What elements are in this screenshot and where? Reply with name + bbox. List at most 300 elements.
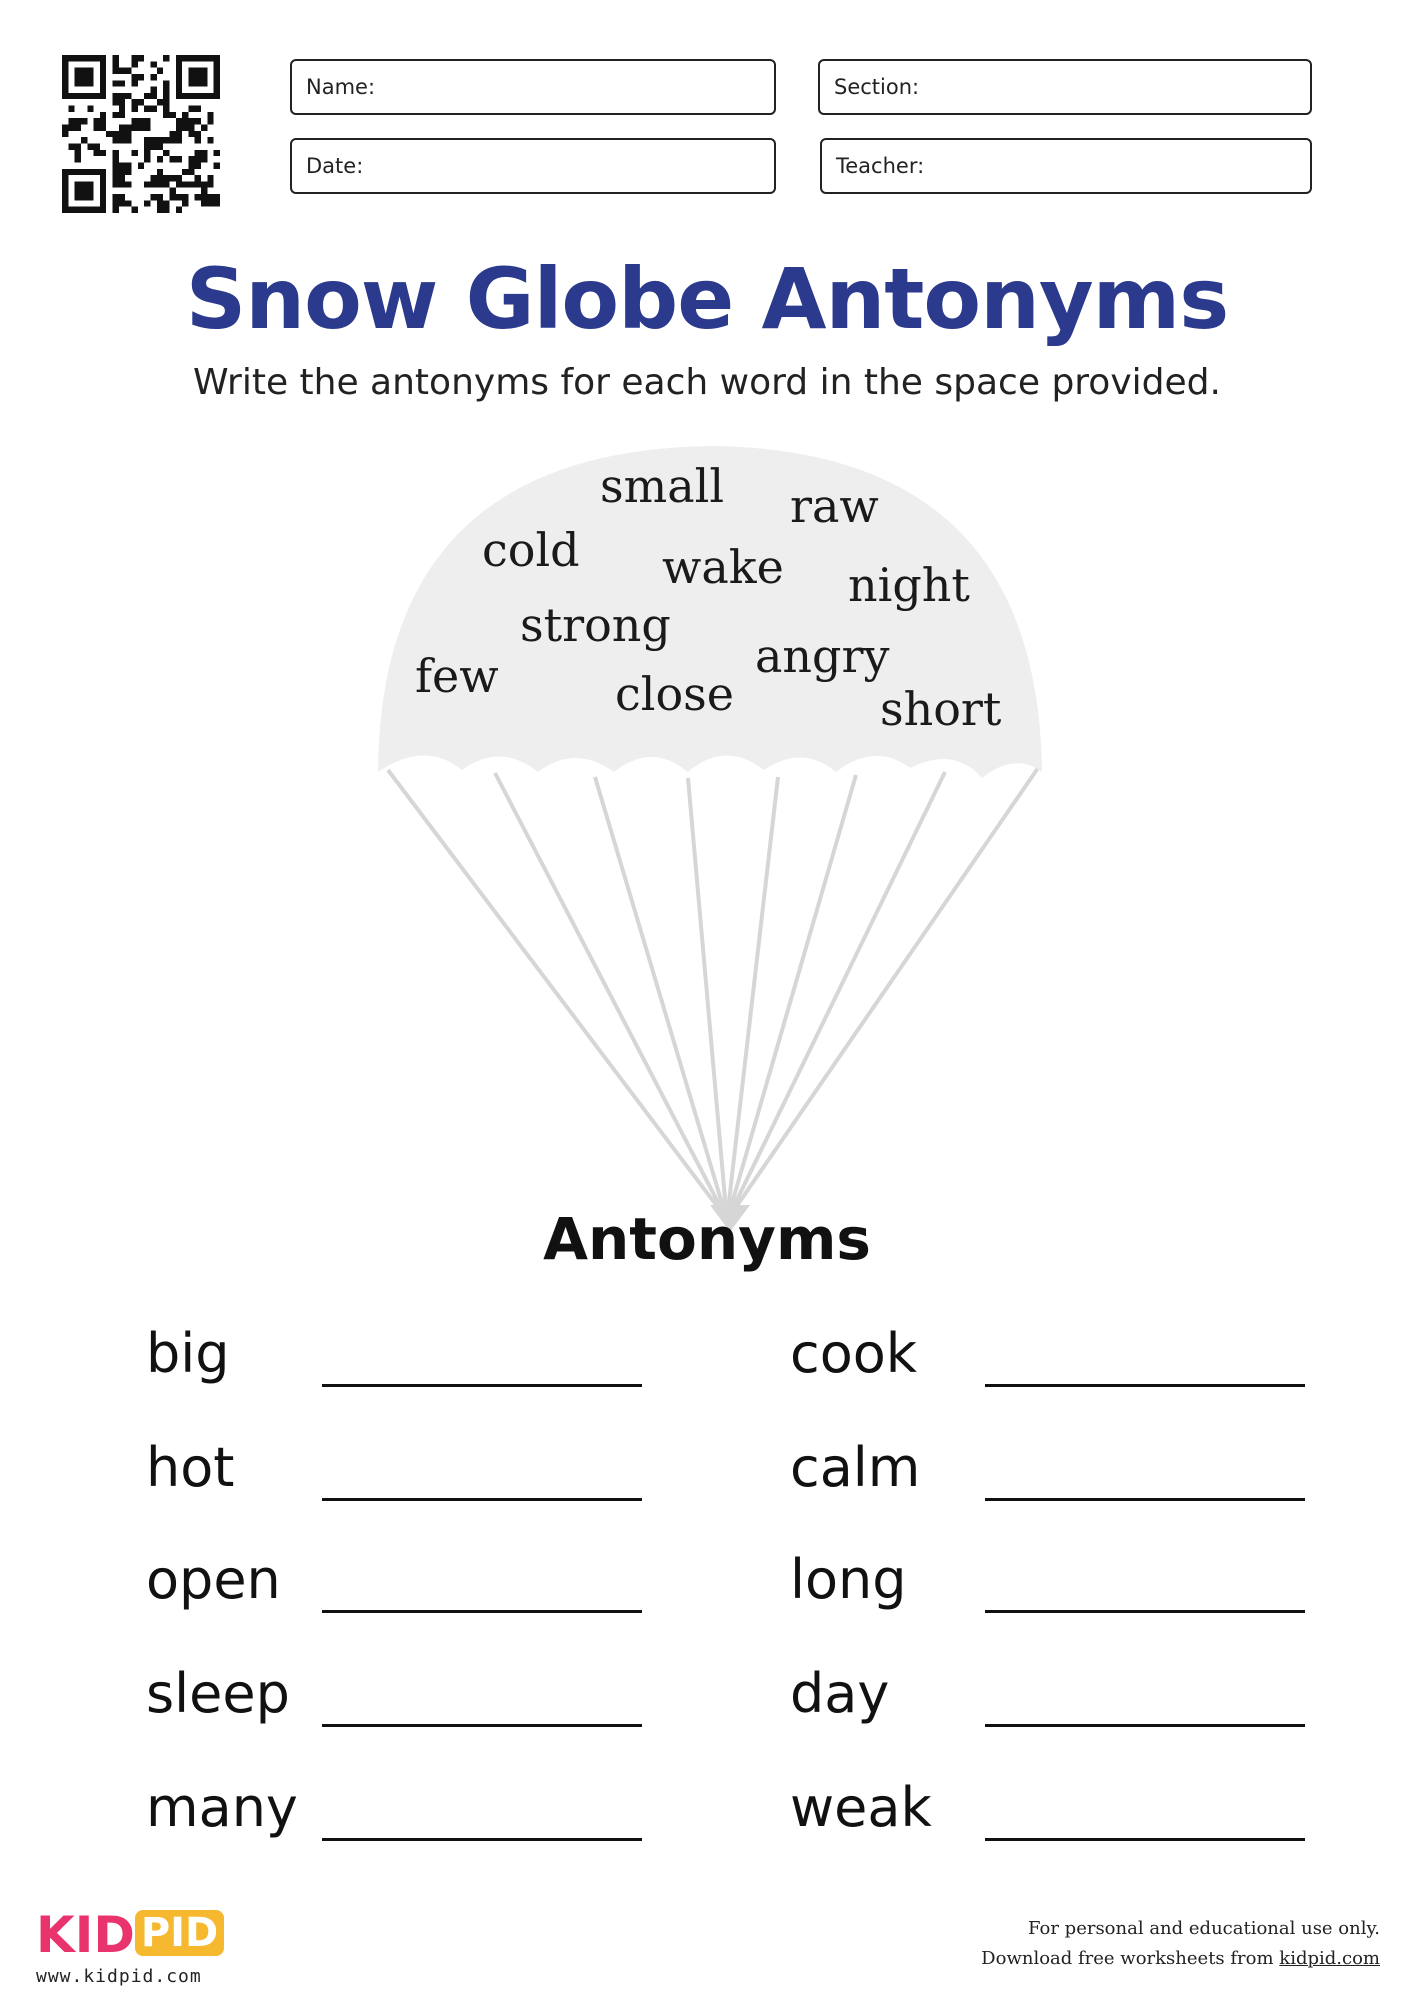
qr-module: [119, 68, 125, 74]
qr-module: [214, 87, 220, 93]
qr-module: [119, 93, 125, 99]
qr-module: [81, 74, 87, 80]
qr-module: [138, 118, 144, 124]
parachute-strings: [388, 768, 1038, 1210]
qr-module: [100, 74, 106, 80]
qr-module: [100, 61, 106, 67]
qr-module: [87, 80, 93, 86]
qr-module: [150, 143, 156, 149]
answer-blank[interactable]: [322, 1838, 642, 1841]
qr-module: [75, 181, 81, 187]
qr-module: [163, 181, 169, 187]
qr-module: [62, 188, 68, 194]
qr-module: [68, 125, 74, 131]
qr-module: [144, 118, 150, 124]
qr-module: [201, 181, 207, 187]
qr-module: [75, 93, 81, 99]
qr-module: [119, 169, 125, 175]
footer-notice: For personal and educational use only.: [1028, 1918, 1380, 1939]
qr-module: [163, 200, 169, 206]
section-field[interactable]: [818, 59, 1312, 115]
qr-module: [68, 93, 74, 99]
word-left: many: [146, 1776, 298, 1839]
qr-module: [201, 125, 207, 131]
qr-module: [188, 162, 194, 168]
qr-module: [119, 80, 125, 86]
qr-module: [125, 68, 131, 74]
qr-module: [195, 156, 201, 162]
qr-module: [195, 55, 201, 61]
string-line: [388, 770, 720, 1210]
qr-module: [188, 106, 194, 112]
qr-module: [188, 93, 194, 99]
string-line: [734, 768, 1038, 1210]
name-field[interactable]: [290, 59, 776, 115]
qr-module: [62, 74, 68, 80]
word-left: hot: [146, 1436, 235, 1499]
qr-module: [81, 137, 87, 143]
qr-module: [163, 80, 169, 86]
footer-download: [981, 1948, 1380, 1969]
qr-module: [176, 80, 182, 86]
teacher-label: Teacher:: [836, 154, 925, 178]
qr-module: [195, 131, 201, 137]
snow-globe-illustration: [370, 440, 1050, 1230]
qr-module: [119, 99, 125, 105]
qr-module: [157, 156, 163, 162]
qr-module: [132, 125, 138, 131]
kidpid-logo: [36, 1906, 224, 1964]
qr-module: [195, 80, 201, 86]
qr-module: [163, 175, 169, 181]
qr-module: [62, 55, 68, 61]
qr-module: [207, 112, 213, 118]
qr-module: [169, 156, 175, 162]
qr-module: [100, 87, 106, 93]
qr-module: [100, 112, 106, 118]
qr-module: [87, 93, 93, 99]
qr-module: [81, 80, 87, 86]
qr-module: [75, 74, 81, 80]
globe-word: night: [848, 558, 970, 612]
qr-module: [157, 200, 163, 206]
qr-module: [163, 137, 169, 143]
qr-module: [163, 150, 169, 156]
footer-download-text: Download free worksheets from: [981, 1948, 1274, 1969]
qr-module: [150, 181, 156, 187]
qr-module: [62, 80, 68, 86]
qr-module: [119, 162, 125, 168]
qr-module: [182, 112, 188, 118]
qr-module: [207, 194, 213, 200]
qr-module: [62, 207, 68, 213]
qr-module: [100, 150, 106, 156]
qr-module: [62, 68, 68, 74]
qr-module: [100, 175, 106, 181]
qr-module: [195, 194, 201, 200]
string-line: [595, 777, 724, 1210]
qr-module: [176, 118, 182, 124]
qr-module: [188, 80, 194, 86]
word-right: calm: [790, 1436, 921, 1499]
qr-module: [81, 68, 87, 74]
date-field[interactable]: [290, 138, 776, 194]
qr-module: [113, 162, 119, 168]
qr-module: [169, 194, 175, 200]
qr-module: [157, 143, 163, 149]
word-right: cook: [790, 1322, 918, 1385]
qr-module: [182, 194, 188, 200]
qr-module: [195, 74, 201, 80]
qr-module: [125, 200, 131, 206]
qr-module: [144, 150, 150, 156]
qr-module: [176, 55, 182, 61]
qr-module: [214, 200, 220, 206]
qr-module: [169, 131, 175, 137]
qr-module: [81, 194, 87, 200]
qr-module: [87, 74, 93, 80]
qr-module: [94, 143, 100, 149]
qr-module: [214, 55, 220, 61]
globe-word: few: [415, 649, 499, 703]
page-title: Snow Globe Antonyms: [185, 250, 1229, 348]
date-label: Date:: [306, 154, 364, 178]
qr-module: [214, 80, 220, 86]
qr-module: [176, 125, 182, 131]
qr-module: [68, 118, 74, 124]
qr-module: [150, 106, 156, 112]
qr-module: [132, 106, 138, 112]
qr-module: [176, 181, 182, 187]
qr-module: [176, 175, 182, 181]
qr-module: [62, 125, 68, 131]
qr-module: [182, 169, 188, 175]
qr-module: [132, 99, 138, 105]
answer-blank[interactable]: [985, 1384, 1305, 1387]
qr-module: [157, 99, 163, 105]
qr-module: [87, 106, 93, 112]
logo-part-kid: KID: [36, 1906, 135, 1964]
qr-module: [132, 55, 138, 61]
qr-module: [214, 68, 220, 74]
qr-module: [195, 150, 201, 156]
qr-module: [144, 181, 150, 187]
qr-module: [125, 162, 131, 168]
qr-module: [214, 74, 220, 80]
qr-module: [188, 131, 194, 137]
qr-module: [144, 125, 150, 131]
qr-module: [169, 112, 175, 118]
qr-module: [150, 175, 156, 181]
qr-module: [100, 68, 106, 74]
qr-module: [75, 143, 81, 149]
qr-module: [195, 137, 201, 143]
qr-module: [75, 80, 81, 86]
qr-module: [75, 169, 81, 175]
qr-module: [214, 93, 220, 99]
qr-module: [207, 175, 213, 181]
word-right: weak: [790, 1776, 932, 1839]
qr-module: [81, 181, 87, 187]
qr-module: [75, 55, 81, 61]
qr-module: [94, 207, 100, 213]
word-left: sleep: [146, 1662, 290, 1725]
qr-module: [207, 137, 213, 143]
qr-module: [157, 169, 163, 175]
qr-module: [113, 112, 119, 118]
qr-module: [100, 194, 106, 200]
qr-module: [113, 68, 119, 74]
globe-word: short: [880, 682, 1002, 736]
qr-module: [113, 169, 119, 175]
qr-module: [144, 93, 150, 99]
qr-module: [94, 169, 100, 175]
qr-module: [150, 93, 156, 99]
qr-module: [176, 207, 182, 213]
qr-module: [87, 169, 93, 175]
qr-module: [62, 87, 68, 93]
answer-blank[interactable]: [322, 1724, 642, 1727]
string-line: [495, 773, 722, 1210]
qr-module: [207, 55, 213, 61]
logo-part-pid: PID: [135, 1910, 224, 1956]
qr-module: [176, 137, 182, 143]
qr-module: [100, 169, 106, 175]
qr-module: [188, 74, 194, 80]
qr-module: [106, 131, 112, 137]
qr-module: [144, 156, 150, 162]
qr-module: [195, 68, 201, 74]
answer-blank[interactable]: [322, 1498, 642, 1501]
name-label: Name:: [306, 75, 376, 99]
globe-word: small: [600, 459, 725, 513]
qr-module: [201, 55, 207, 61]
qr-module: [113, 93, 119, 99]
qr-module: [195, 175, 201, 181]
word-right: day: [790, 1662, 890, 1725]
qr-module: [188, 125, 194, 131]
qr-code-icon: [62, 55, 220, 213]
qr-module: [62, 194, 68, 200]
qr-module: [144, 137, 150, 143]
qr-module: [195, 181, 201, 187]
qr-module: [119, 194, 125, 200]
qr-module: [125, 181, 131, 187]
qr-module: [144, 106, 150, 112]
qr-module: [81, 93, 87, 99]
qr-module: [176, 87, 182, 93]
qr-module: [195, 106, 201, 112]
qr-module: [113, 131, 119, 137]
qr-module: [157, 175, 163, 181]
instructions: Write the antonyms for each word in the space provided.: [193, 362, 1221, 403]
qr-module: [182, 125, 188, 131]
answer-blank[interactable]: [985, 1498, 1305, 1501]
qr-module: [68, 55, 74, 61]
footer-link[interactable]: kidpid.com: [1279, 1948, 1380, 1969]
qr-module: [182, 200, 188, 206]
qr-module: [201, 68, 207, 74]
qr-module: [201, 188, 207, 194]
qr-module: [163, 112, 169, 118]
qr-module: [119, 200, 125, 206]
qr-module: [201, 93, 207, 99]
qr-module: [94, 55, 100, 61]
qr-module: [94, 150, 100, 156]
qr-module: [150, 61, 156, 67]
qr-module: [201, 200, 207, 206]
qr-module: [144, 143, 150, 149]
qr-module: [207, 200, 213, 206]
qr-module: [81, 207, 87, 213]
qr-module: [176, 156, 182, 162]
qr-module: [150, 87, 156, 93]
qr-module: [100, 93, 106, 99]
qr-module: [214, 194, 220, 200]
qr-module: [100, 80, 106, 86]
qr-module: [163, 93, 169, 99]
qr-module: [87, 188, 93, 194]
qr-module: [87, 181, 93, 187]
qr-module: [119, 112, 125, 118]
qr-module: [169, 188, 175, 194]
qr-module: [119, 106, 125, 112]
qr-module: [163, 55, 169, 61]
qr-module: [75, 125, 81, 131]
answer-blank[interactable]: [322, 1610, 642, 1613]
qr-module: [113, 200, 119, 206]
qr-module: [62, 61, 68, 67]
answer-blank[interactable]: [322, 1384, 642, 1387]
qr-module: [62, 131, 68, 137]
qr-module: [75, 207, 81, 213]
qr-module: [113, 156, 119, 162]
qr-module: [75, 118, 81, 124]
qr-module: [214, 61, 220, 67]
answer-blank[interactable]: [985, 1724, 1305, 1727]
qr-module: [176, 68, 182, 74]
qr-module: [87, 194, 93, 200]
qr-module: [87, 143, 93, 149]
qr-module: [62, 181, 68, 187]
qr-module: [132, 150, 138, 156]
qr-module: [157, 68, 163, 74]
qr-module: [100, 118, 106, 124]
teacher-field[interactable]: [820, 138, 1312, 194]
answer-blank[interactable]: [985, 1610, 1305, 1613]
qr-module: [182, 93, 188, 99]
string-line: [728, 777, 778, 1210]
qr-module: [68, 169, 74, 175]
qr-module: [119, 137, 125, 143]
qr-module: [68, 143, 74, 149]
qr-module: [119, 131, 125, 137]
globe-word: cold: [482, 523, 580, 577]
qr-module: [75, 150, 81, 156]
qr-module: [157, 137, 163, 143]
qr-module: [182, 55, 188, 61]
qr-module: [157, 207, 163, 213]
qr-module: [94, 125, 100, 131]
qr-module: [169, 137, 175, 143]
qr-module: [81, 55, 87, 61]
string-line: [688, 778, 726, 1210]
qr-module: [125, 93, 131, 99]
qr-module: [188, 169, 194, 175]
qr-module: [157, 181, 163, 187]
antonyms-heading: Antonyms: [543, 1205, 871, 1273]
qr-module: [188, 68, 194, 74]
qr-module: [132, 80, 138, 86]
qr-module: [119, 181, 125, 187]
qr-module: [62, 200, 68, 206]
logo-url: www.kidpid.com: [36, 1966, 202, 1987]
qr-module: [100, 200, 106, 206]
qr-module: [87, 68, 93, 74]
qr-module: [163, 106, 169, 112]
qr-module: [201, 150, 207, 156]
qr-module: [113, 175, 119, 181]
qr-module: [188, 55, 194, 61]
word-left: open: [146, 1548, 281, 1611]
qr-module: [138, 99, 144, 105]
qr-module: [113, 150, 119, 156]
qr-module: [75, 194, 81, 200]
qr-module: [125, 131, 131, 137]
qr-module: [81, 188, 87, 194]
qr-module: [100, 188, 106, 194]
qr-module: [132, 61, 138, 67]
qr-module: [68, 207, 74, 213]
qr-module: [214, 162, 220, 168]
qr-module: [75, 188, 81, 194]
qr-module: [75, 156, 81, 162]
qr-module: [195, 118, 201, 124]
qr-module: [113, 137, 119, 143]
qr-module: [207, 118, 213, 124]
globe-word: wake: [662, 540, 784, 594]
qr-module: [132, 207, 138, 213]
qr-module: [62, 169, 68, 175]
qr-module: [113, 61, 119, 67]
qr-module: [169, 175, 175, 181]
qr-module: [125, 125, 131, 131]
qr-module: [119, 175, 125, 181]
qr-module: [163, 207, 169, 213]
qr-module: [125, 169, 131, 175]
qr-module: [207, 93, 213, 99]
section-label: Section:: [834, 75, 920, 99]
qr-module: [138, 125, 144, 131]
qr-module: [207, 181, 213, 187]
globe-word: angry: [755, 629, 890, 683]
qr-module: [201, 74, 207, 80]
qr-module: [113, 207, 119, 213]
qr-module: [75, 68, 81, 74]
word-right: long: [790, 1548, 907, 1611]
qr-module: [113, 80, 119, 86]
qr-module: [195, 93, 201, 99]
qr-module: [182, 181, 188, 187]
qr-module: [100, 55, 106, 61]
qr-module: [81, 169, 87, 175]
answer-blank[interactable]: [985, 1838, 1305, 1841]
globe-word: raw: [790, 479, 879, 533]
qr-module: [113, 99, 119, 105]
word-left: big: [146, 1322, 230, 1385]
qr-module: [163, 99, 169, 105]
qr-module: [113, 194, 119, 200]
